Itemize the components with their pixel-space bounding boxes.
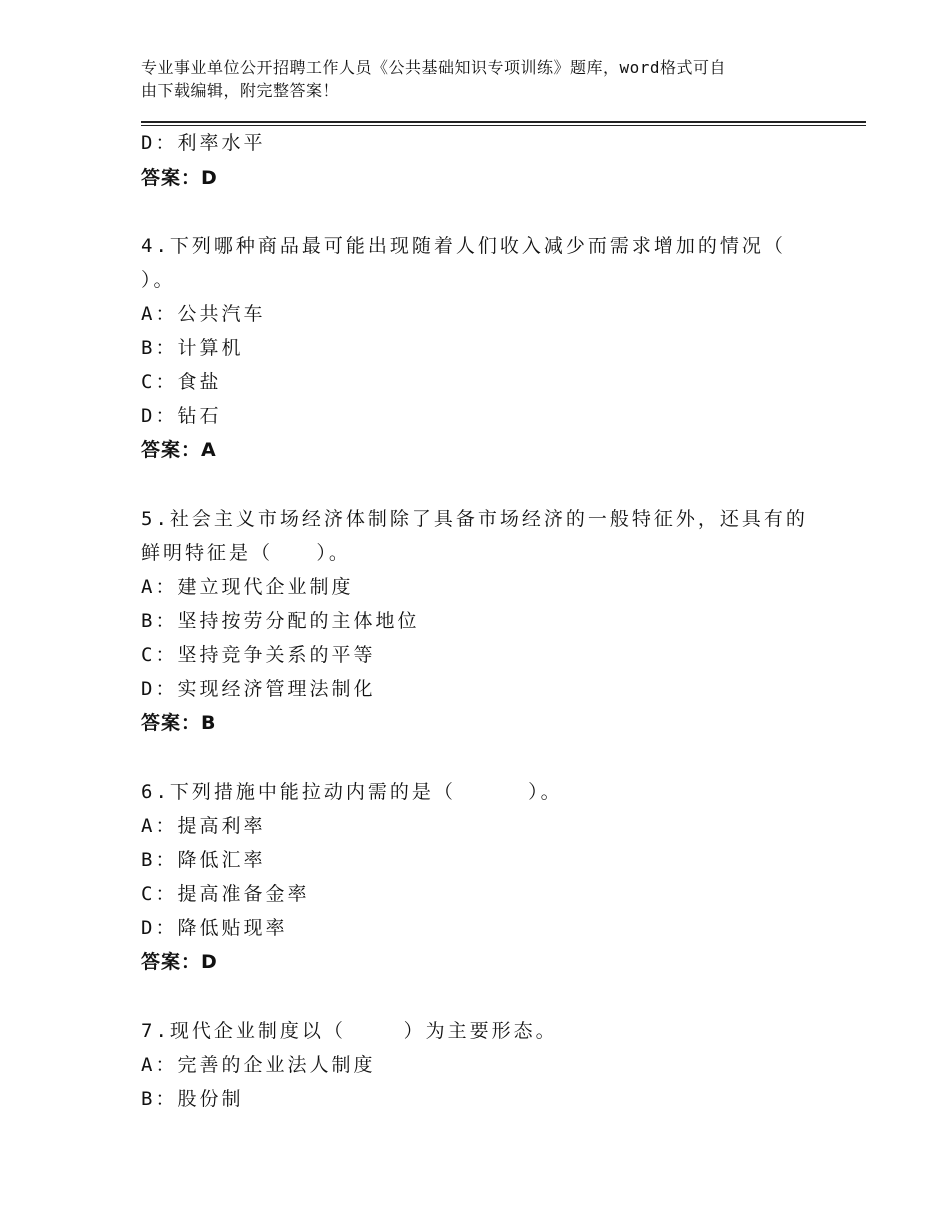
q6-option-a: A：提高利率 — [141, 815, 266, 837]
q5-option-a: A：建立现代企业制度 — [141, 576, 354, 598]
q4-stem-line-2: ）。 — [141, 269, 176, 291]
q4-option-c: C：食盐 — [141, 371, 222, 393]
q5-stem-line-1: 5.社会主义市场经济体制除了具备市场经济的一般特征外，还具有的 — [141, 508, 808, 530]
q3-answer: 答案：D — [141, 167, 218, 189]
q6-option-b: B：降低汇率 — [141, 849, 266, 871]
q5-option-d: D：实现经济管理法制化 — [141, 678, 376, 700]
q5-option-c: C：坚持竞争关系的平等 — [141, 644, 376, 666]
q7-option-a: A：完善的企业法人制度 — [141, 1054, 376, 1076]
q4-option-b: B：计算机 — [141, 337, 244, 359]
q6-answer: 答案：D — [141, 951, 218, 973]
q4-option-a: A：公共汽车 — [141, 303, 266, 325]
header-rule-thin — [141, 125, 866, 126]
header-line-2: 由下载编辑，附完整答案！ — [141, 81, 340, 100]
q5-stem-line-2: 鲜明特征是（ ）。 — [141, 542, 351, 564]
q5-option-b: B：坚持按劳分配的主体地位 — [141, 610, 420, 632]
q3-option-d: D：利率水平 — [141, 132, 266, 154]
q6-stem-line-1: 6.下列措施中能拉动内需的是（ ）。 — [141, 781, 563, 803]
q6-option-d: D：降低贴现率 — [141, 917, 288, 939]
q4-option-d: D：钻石 — [141, 405, 222, 427]
q7-stem-line-1: 7.现代企业制度以（ ）为主要形态。 — [141, 1020, 558, 1042]
header-line-1: 专业事业单位公开招聘工作人员《公共基础知识专项训练》题库，word格式可自 — [141, 58, 727, 77]
q4-answer: 答案：A — [141, 439, 217, 461]
q5-answer: 答案：B — [141, 712, 217, 734]
header-rule-thick — [141, 121, 866, 123]
document-header — [141, 56, 811, 102]
q7-option-b: B：股份制 — [141, 1088, 244, 1110]
q6-option-c: C：提高准备金率 — [141, 883, 310, 905]
q4-stem-line-1: 4.下列哪种商品最可能出现随着人们收入减少而需求增加的情况（ — [141, 235, 786, 257]
